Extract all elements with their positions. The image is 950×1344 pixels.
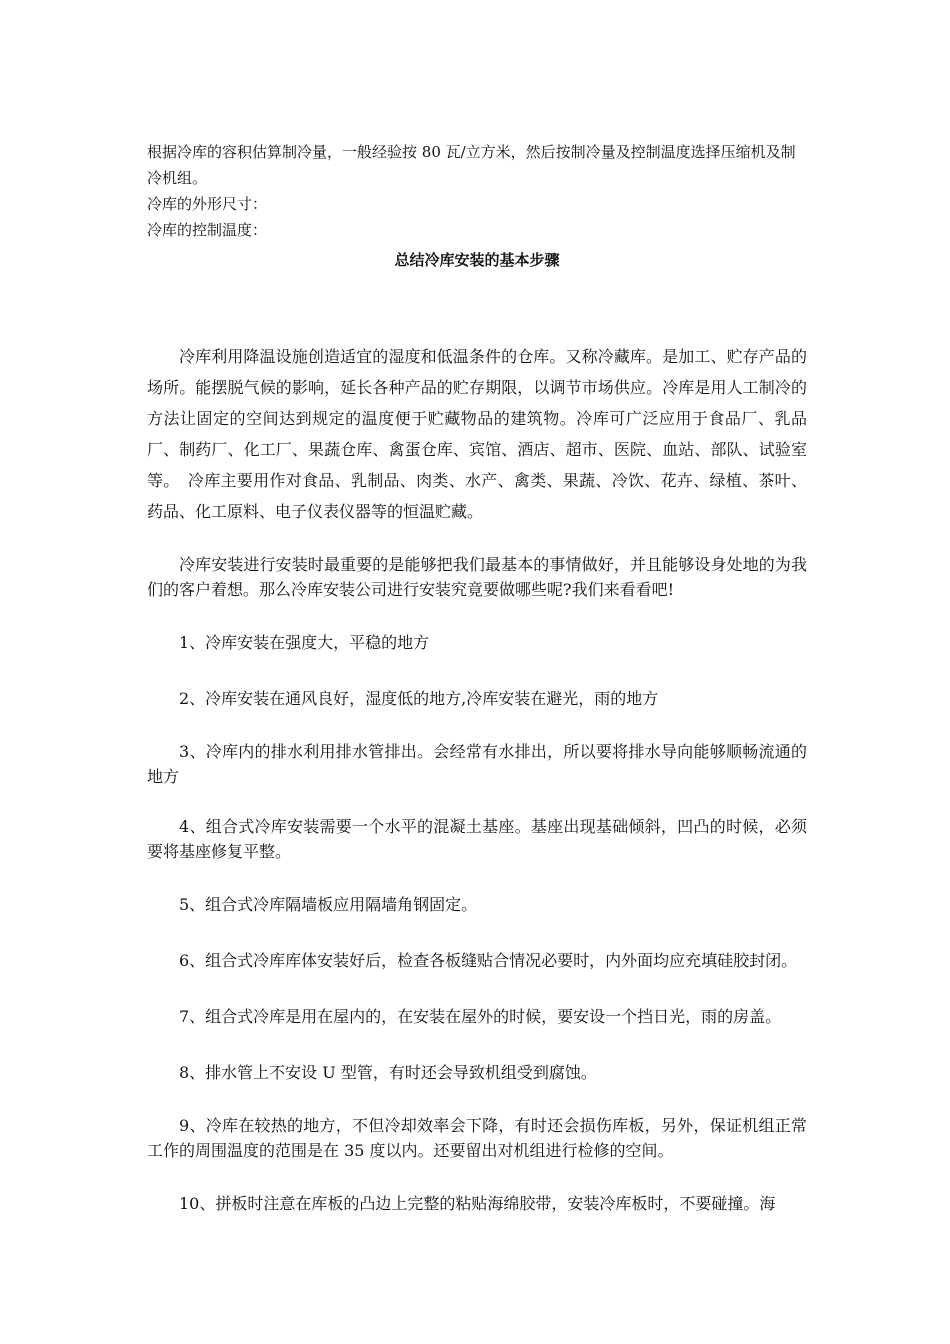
step-item: 9、冷库在较热的地方，不但冷却效率会下降，有时还会损伤库板，另外，保证机组正常工作的周围温度的范围是在 35 度以内。还要留出对机组进行检修的空间。 [147, 1116, 807, 1160]
step-item: 3、冷库内的排水利用排水管排出。会经常有水排出，所以要将排水导向能够顺畅流通的地方 [147, 742, 807, 786]
intro-line-dimensions: 冷库的外形尺寸： [147, 195, 268, 213]
paragraph-installation-intro: 冷库安装进行安装时最重要的是能够把我们最基本的事情做好，并且能够设身处地的为我们的客户着想。那么冷库安装公司进行安装究竟要做哪些呢?我们来看看吧! [147, 555, 807, 599]
paragraph-cold-storage-intro: 冷库利用降温设施创造适宜的湿度和低温条件的仓库。又称冷藏库。是加工、贮存产品的场所。能摆脱气候的影响，延长各种产品的贮存期限，以调节市场供应。冷库是用人工制冷的方法让固定的空间达到规定的温度便于贮藏物品的建筑物。冷库可广泛应用于食品厂、乳品厂、制药厂、化工厂、果蔬仓库、禽蛋仓库、宾馆、酒店、超市、医院、血站、部队、试验室等。 冷库主要用作对食品、乳制品、肉类、水产、禽类、果蔬、冷饮、花卉、绿植、茶叶、药品、化工原料、电子仪表仪器等的恒温贮藏。 [147, 347, 807, 521]
step-item: 8、排水管上不安设 U 型管，有时还会导致机组受到腐蚀。 [179, 1063, 597, 1082]
step-item: 4、组合式冷库安装需要一个水平的混凝土基座。基座出现基础倾斜，凹凸的时候，必须要将基座修复平整。 [147, 817, 807, 861]
step-item: 10、拼板时注意在库板的凸边上完整的粘贴海绵胶带，安装冷库板时，不要碰撞。海 [179, 1194, 776, 1213]
intro-block [147, 139, 807, 243]
step-item: 1、冷库安装在强度大，平稳的地方 [179, 633, 430, 652]
document-title: 总结冷库安装的基本步骤 [394, 251, 560, 269]
step-item: 7、组合式冷库是用在屋内的，在安装在屋外的时候，要安设一个挡日光，雨的房盖。 [179, 1007, 782, 1026]
document-body [147, 341, 807, 1219]
step-item: 6、组合式冷库库体安装好后，检查各板缝贴合情况必要时，内外面均应充填硅胶封闭。 [179, 951, 798, 970]
step-item: 5、组合式冷库隔墙板应用隔墙角钢固定。 [179, 895, 478, 914]
document-page [147, 139, 807, 1244]
intro-line-capacity: 根据冷库的容积估算制冷量，一般经验按 80 瓦/立方米，然后按制冷量及控制温度选择压缩机及制冷机组。 [147, 143, 796, 187]
step-item: 2、冷库安装在通风良好，湿度低的地方,冷库安装在避光，雨的地方 [179, 689, 659, 708]
intro-line-temperature: 冷库的控制温度： [147, 221, 268, 239]
